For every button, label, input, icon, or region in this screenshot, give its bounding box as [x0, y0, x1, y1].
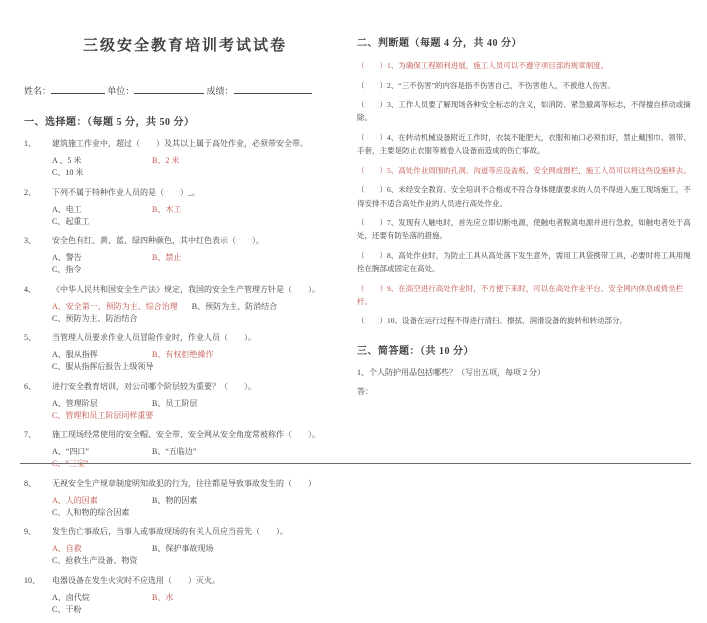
question-text: 电器设备在发生火灾时不应选用（ ）灭火。	[52, 575, 220, 585]
section2-heading: 二、判断题（每题 4 分，共 40 分）	[357, 38, 522, 49]
option-b: B、2 米	[152, 156, 180, 165]
question-number: 4、	[24, 284, 36, 294]
question-item	[24, 284, 346, 325]
option-b: B、物的因素	[152, 495, 198, 505]
judgment-item: （ ）5、高处作业周围的孔洞、沟道等应设盖板、安全网或围栏，施工人员可以将这些设施移去。	[357, 165, 691, 175]
left-column	[24, 34, 346, 623]
question-item	[24, 138, 346, 179]
unit-blank-line	[134, 83, 204, 94]
question-number: 8、	[24, 478, 36, 488]
score-label: 成绩：	[206, 86, 234, 96]
option-c: C、指令	[52, 265, 82, 274]
question-number: 7、	[24, 430, 36, 439]
page-title: 三级安全教育培训考试试卷	[82, 38, 287, 54]
option-b: B、预防为主、防消结合	[191, 301, 278, 311]
judgment-item: （ ）1、为确保工程顺利进展，施工人员可以不遵守项目部的规章制度。	[357, 61, 609, 70]
right-column	[357, 34, 693, 397]
option-c: C、预防为主、防治结合	[52, 313, 138, 323]
short-answer-question: 1、个人防护用品包括哪些？（写出五项，每项 2 分）	[357, 367, 545, 377]
option-b: B、木工	[152, 204, 182, 214]
judgment-item: （ ）7、发现有人触电时，首先应立即切断电源，使触电者脱离电源并进行急救，如触电者处于高处，还要有防坠落的措施。	[357, 218, 691, 241]
question-item	[24, 187, 346, 228]
section3-heading: 三、简答题：（共 10 分）	[357, 345, 474, 357]
question-text: 《中华人民共和国安全生产法》规定，我国的安全生产管理方针是（ ）。	[52, 284, 320, 294]
option-a: A、安全第一、预防为主、综合治理	[52, 301, 178, 311]
question-item	[24, 332, 346, 373]
question-item	[24, 575, 346, 616]
question-item	[24, 478, 346, 519]
option-a: A 、5 米	[52, 156, 82, 165]
option-c: C、人和物的综合因素	[52, 507, 130, 517]
option-c: C、起重工	[52, 216, 90, 226]
option-a: A、电工	[52, 204, 82, 214]
option-a: A、人的因素	[52, 495, 98, 505]
question-number: 10、	[24, 575, 40, 585]
name-label: 姓名：	[24, 86, 52, 96]
question-item	[24, 235, 346, 276]
question-number: 6、	[24, 381, 36, 391]
question-text: 建筑施工作业中，超过（ ）及其以上属于高处作业，必须带安全带。	[52, 139, 308, 148]
question-text: 施工现场经常使用的安全帽、安全带、安全网从安全角度常被称作（ ）。	[52, 430, 320, 439]
judgment-item: （ ）3、工作人员要了解现场各种安全标志的含义，如消防、紧急撤离等标志，不得擅自移动或摘除。	[357, 100, 691, 123]
question-text: 当管理人员要求作业人员冒险作业时，作业人员（ ）。	[52, 333, 256, 342]
section1-heading: 一、选择题：（每题 5 分，共 50 分）	[24, 117, 195, 128]
option-b: B、保护事故现场	[152, 544, 214, 553]
name-blank-line	[51, 83, 105, 94]
option-b: B、禁止	[152, 253, 182, 262]
option-c: C、抢救生产设备、物资	[52, 556, 138, 565]
question-number: 2、	[24, 187, 36, 197]
option-b: B、有权拒绝操作	[152, 350, 214, 359]
judgment-item: （ ）6、未经安全教育、安全培训不合格或不符合身体健康要求的人员不得进入施工现场施工，不得安排不适合高处作业的人员进行高处作业。	[357, 185, 691, 208]
option-a: A、自救	[52, 544, 82, 553]
answer-label: 答：	[357, 386, 373, 396]
unit-label: 单位：	[107, 86, 135, 96]
page-bottom-rule	[20, 463, 691, 464]
option-a: A、警告	[52, 253, 82, 262]
question-item	[24, 526, 346, 567]
option-a: A、管理阶层	[52, 398, 98, 408]
question-text: 无视安全生产规章制度明知故犯的行为，往往都是导致事故发生的（ ）	[52, 478, 316, 488]
question-text: 安全色有红、黄、蓝、绿四种颜色，其中红色表示（ ）。	[52, 236, 264, 245]
option-b: B、水	[152, 592, 174, 602]
judgment-item: （ ）2、“三不伤害”的内容是指不伤害自己，不伤害他人，不被他人伤害。	[357, 80, 615, 90]
option-c: C、10 米	[52, 168, 84, 177]
exam-meta-row	[24, 83, 346, 97]
option-c: C、管理和员工阶层同样重要	[52, 410, 154, 420]
question-text: 进行安全教育培训，对公司哪个阶层较为重要？（ ）。	[52, 381, 256, 391]
option-b: B、“五临边”	[152, 447, 197, 456]
judgment-item: （ ）10、设备在运行过程不得进行清扫、擦拭、润滑设备的旋转和转动部分。	[357, 316, 627, 326]
question-number: 3、	[24, 236, 36, 245]
question-number: 9、	[24, 527, 36, 536]
option-a: A、“四口”	[52, 447, 89, 456]
question-number: 1、	[24, 139, 36, 148]
score-blank-line	[234, 83, 312, 94]
option-c: C、服从指挥后报告上级领导	[52, 362, 154, 371]
option-b: B、员工阶层	[152, 398, 198, 408]
option-c: C、“三宝”	[52, 459, 89, 468]
option-c: C、干粉	[52, 604, 82, 614]
question-item	[24, 381, 346, 422]
judgment-item: （ ）8、高处作业时，为防止工具从高处落下发生意外，需用工具袋携带工具，必要时将工具用绳拴在腕部或固定在高处。	[357, 250, 691, 273]
option-a: A、服从指挥	[52, 350, 98, 359]
judgment-item: （ ）9、在高空进行高处作业时，不方便下来时，可以在高处作业平台、安全网内休息或倚坐栏杆。	[357, 283, 684, 306]
question-number: 5、	[24, 333, 36, 342]
section3	[357, 342, 693, 397]
judgment-item: （ ）4、在转动机械设备附近工作时，衣装不能肥大，衣服和袖口必须扣好，禁止戴围巾、领带、手套，主要是防止衣服等被卷入设备而造成的伤亡事故。	[357, 133, 691, 156]
question-text: 发生伤亡事故后，当事人或事故现场的有关人员应当首先（ ）。	[52, 527, 288, 536]
option-a: A、卤代烷	[52, 592, 90, 602]
question-text: 下列不属于特种作业人员的是（ ）_。	[52, 187, 200, 197]
